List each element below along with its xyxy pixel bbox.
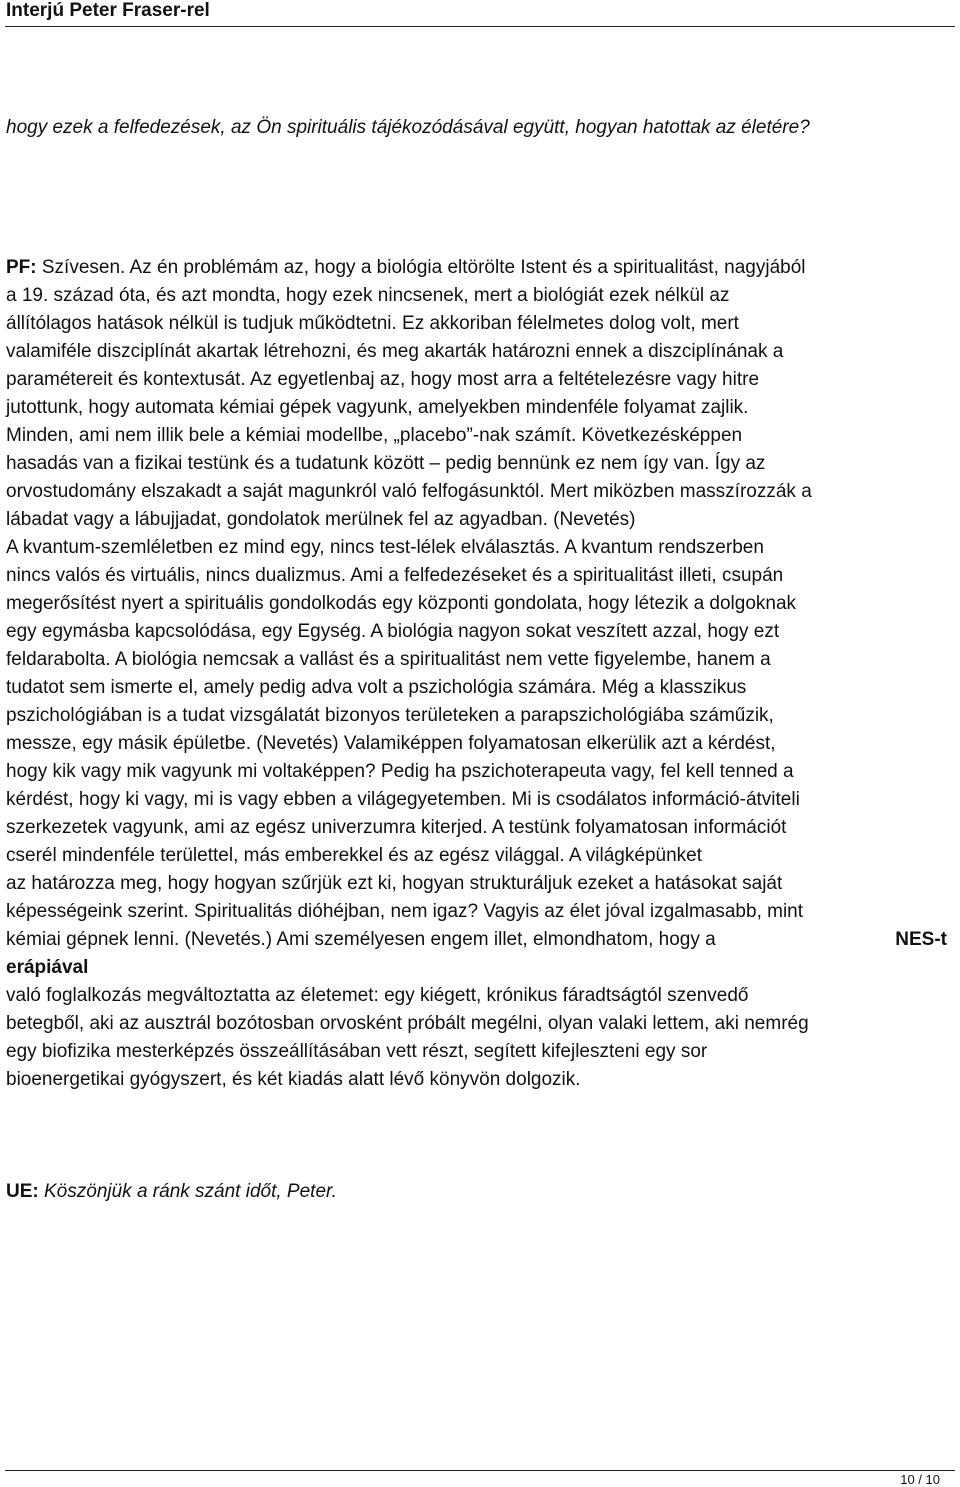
answer-line: orvostudomány elszakadt a saját magunkról való felfogásunktól. Mert miközben masszírozzák a [6,481,812,502]
footer-divider [5,1470,955,1471]
answer-line: képességeink szerint. Spiritualitás dióhéjban, nem igaz? Vagyis az élet jóval izgalmasabb, mint [6,901,804,922]
interview-answer [6,254,951,1094]
interview-question: hogy ezek a felfedezések, az Ön spirituális tájékozódásával együtt, hogyan hatottak az életére? [6,117,810,138]
answer-line: messze, egy másik épületbe. (Nevetés) Valamiképpen folyamatosan elkerülik azt a kérdést, [6,733,776,754]
answer-line: Minden, ami nem illik bele a kémiai modellbe, „placebo”-nak számít. Következésképpen [6,425,743,446]
speaker-label-pf: PF: [6,257,37,278]
speaker-label-ue: UE: [6,1181,39,1202]
answer-line: feldarabolta. A biológia nemcsak a vallást és a spiritualitást nem vette figyelembe, hanem a [6,649,771,670]
closing-text: Köszönjük a ránk szánt időt, Peter. [38,1181,337,1202]
answer-line: állítólagos hatások nélkül is tudjuk működtetni. Ez akkoriban félelmetes dolog volt, mert [6,313,739,334]
answer-line: tudatot sem ismerte el, amely pedig adva volt a pszichológia számára. Még a klasszikus [6,677,747,698]
answer-line: szerkezetek vagyunk, ami az egész univerzumra kiterjed. A testünk folyamatosan információt [6,817,787,838]
document-title: Interjú Peter Fraser-rel [6,0,210,21]
answer-line: jutottunk, hogy automata kémiai gépek vagyunk, amelyekben mindenféle folyamat zajlik. [6,397,749,418]
answer-line: valamiféle diszciplínát akartak létrehozni, és meg akarták határozni ennek a diszciplínának a [6,341,784,362]
answer-line [6,254,951,282]
answer-line: lábadat vagy a lábujjadat, gondolatok merülnek fel az agyadban. (Nevetés) [6,509,636,530]
header-divider [5,26,955,27]
answer-line: hasadás van a fizikai testünk és a tudatunk között – pedig bennünk ez nem így van. Így az [6,453,766,474]
answer-line: nincs valós és virtuális, nincs dualizmus. Ami a felfedezéseket és a spiritualitást illeti, csupán [6,565,784,586]
answer-line: egy egymásba kapcsolódása, egy Egység. A biológia nagyon sokat veszített azzal, hogy ezt [6,621,780,642]
closing-remark [6,1178,337,1206]
answer-line: pszichológiában is a tudat vizsgálatát bizonyos területeken a parapszichológiába száműzik, [6,705,774,726]
answer-line: megerősítést nyert a spirituális gondolkodás egy központi gondolata, hogy létezik a dolgoknak [6,593,797,614]
answer-line-text: kémiai gépnek lenni. (Nevetés.) Ami személyesen engem illet, elmondhatom, hogy a [6,929,716,950]
answer-line: A kvantum-szemléletben ez mind egy, nincs test-lélek elválasztás. A kvantum rendszerben [6,537,764,558]
erapia-label: erápiával [6,957,89,978]
page-number: 10 / 10 [900,1472,940,1487]
answer-line: kérdést, hogy ki vagy, mi is vagy ebben a világegyetemben. Mi is csodálatos információ-átviteli [6,789,800,810]
answer-line: bioenergetikai gyógyszert, és két kiadás alatt lévő könyvön dolgozik. [6,1069,581,1090]
answer-line: paramétereit és kontextusát. Az egyetlenbaj az, hogy most arra a feltételezésre vagy hitre [6,369,760,390]
answer-line-text: Szívesen. Az én problémám az, hogy a biológia eltörölte Istent és a spiritualitást, nagyjából [36,257,806,278]
answer-line: való foglalkozás megváltoztatta az életemet: egy kiégett, krónikus fáradtságtól szenvedő [6,985,749,1006]
answer-line: cserél mindenféle területtel, más emberekkel és az egész világgal. A világképünket [6,845,702,866]
answer-line: az határozza meg, hogy hogyan szűrjük ezt ki, hogyan strukturáljuk ezeket a hatásokat saját [6,873,783,894]
answer-line: egy biofizika mesterképzés összeállításában vett részt, segített kifejleszteni egy sor [6,1041,708,1062]
nes-label: NES-t [895,929,947,950]
answer-line: a 19. század óta, és azt mondta, hogy ezek nincsenek, mert a biológiát ezek nélkül az [6,285,730,306]
answer-line: betegből, aki az ausztrál bozótosban orvosként próbált megélni, olyan valaki lettem, aki nemrég [6,1013,809,1034]
answer-line [6,926,951,954]
answer-line: hogy kik vagy mik vagyunk mi voltaképpen? Pedig ha pszichoterapeuta vagy, fel kell tenned a [6,761,794,782]
